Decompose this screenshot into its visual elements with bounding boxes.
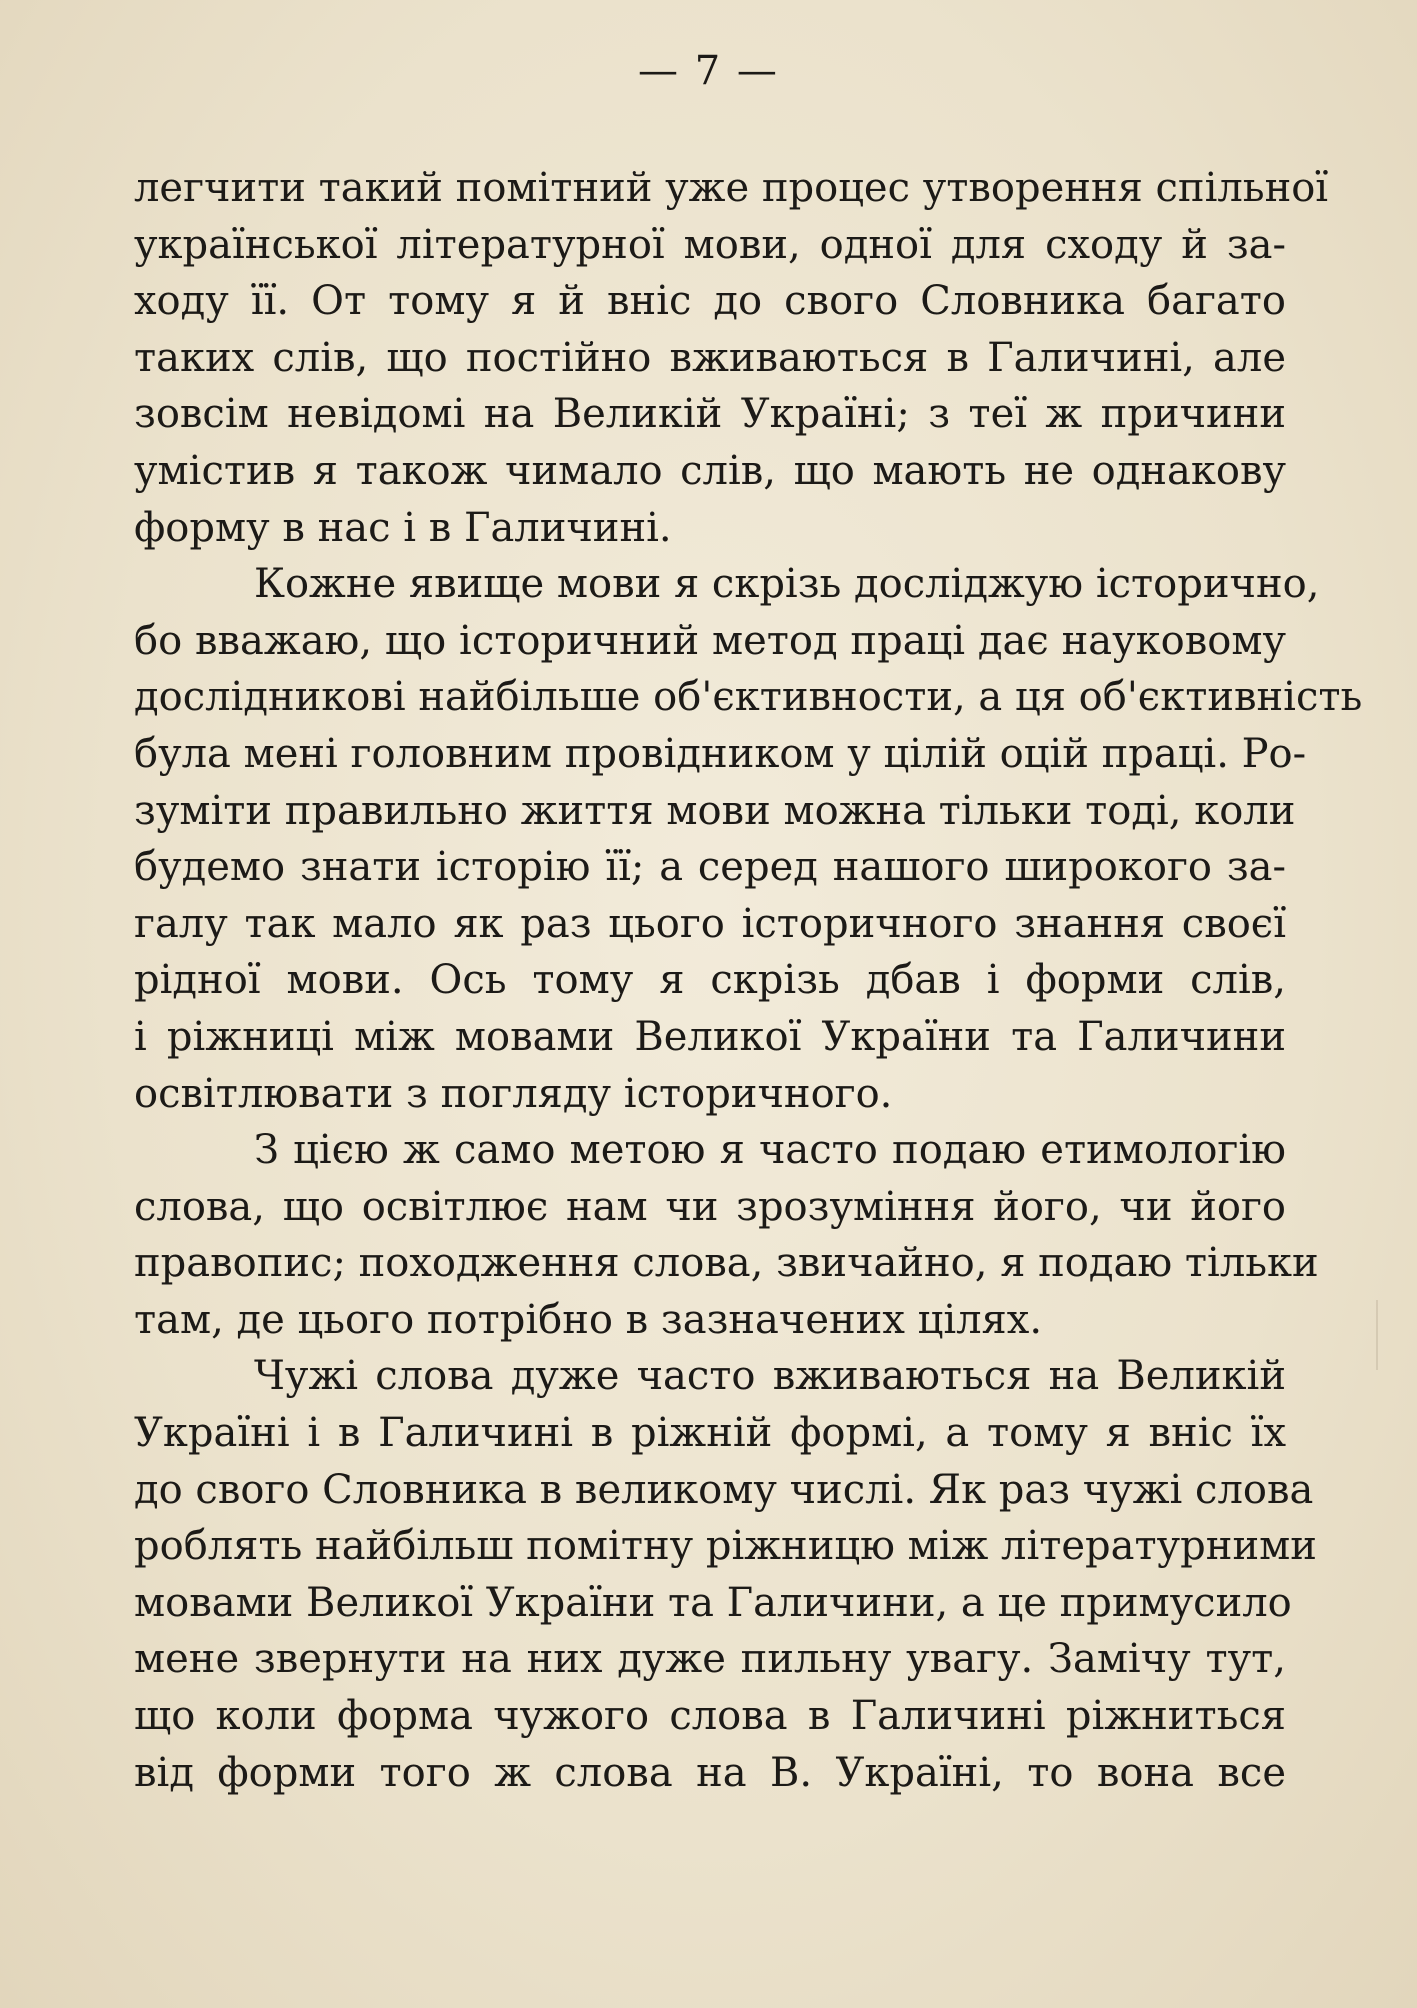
text-line: там, де цього потрібно в зазначених цілях. [134,1296,1043,1343]
page-number: — 7 — [638,48,779,94]
text-line: від форми того ж слова на В. Україні, то вона все [134,1749,1286,1796]
text-line: З цією ж само метою я часто подаю етимологію [254,1127,1286,1174]
text-line: Україні і в Галичині в ріжній формі, а тому я вніс їх [134,1410,1286,1457]
margin-mark [1376,1300,1378,1370]
text-line: Чужі слова дуже часто вживаються на Великій [254,1353,1286,1400]
text-line: української літературної мови, одної для сходу й за- [134,221,1286,268]
text-line: легчити такий помітний уже процес утворення спільної [134,165,1329,211]
text-line: бо вважаю, що історичний метод праці дає науковому [134,617,1286,664]
text-line: ходу її. От тому я й вніс до свого Словника багато [134,278,1286,325]
text-line: і ріжниці між мовами Великої України та Галичини [134,1013,1286,1060]
text-line: була мені головним провідником у цілій оцій праці. Ро- [134,730,1307,777]
text-line: таких слів, що постійно вживаються в Галичині, але [134,334,1286,381]
text-line: правопис; походження слова, звичайно, я подаю тільки [134,1240,1319,1287]
text-line: освітлювати з погляду історичного. [134,1070,893,1117]
text-line: зуміти правильно життя мови можна тільки тоді, коли [134,787,1296,834]
paragraph-4 [134,1348,1317,1801]
text-line: галу так мало як раз цього історичного знання своєї [134,900,1286,947]
paragraph-1 [134,160,1329,556]
text-line: будемо знати історію її; а серед нашого широкого за- [134,844,1286,891]
text-line: мовами Великої України та Галичини, а це примусило [134,1579,1292,1626]
text-line: зовсім невідомі на Великій Україні; з теї ж причини [134,391,1286,438]
text-line: роблять найбільш помітну ріжницю між літературними [134,1523,1317,1570]
text-line: слова, що освітлює нам чи зрозуміння його, чи його [134,1183,1286,1230]
text-line: Кожне явище мови я скрізь досліджую історично, [254,561,1320,608]
text-line: мене звернути на них дуже пильну увагу. Замічу тут, [134,1636,1286,1683]
text-line: умістив я також чимало слів, що мають не однакову [134,447,1286,494]
text-line: дослідникові найбільше об'єктивности, а ця об'єктивність [134,674,1363,721]
paragraph-2 [134,556,1363,1122]
text-line: що коли форма чужого слова в Галичині ріжниться [134,1693,1286,1740]
text-line: до свого Словника в великому числі. Як раз чужі слова [134,1466,1314,1513]
paragraph-3 [134,1122,1319,1348]
body-text [134,160,1363,1801]
text-line: рідної мови. Ось тому я скрізь дбав і форми слів, [134,957,1286,1004]
text-line: форму в нас і в Галичині. [134,504,672,551]
